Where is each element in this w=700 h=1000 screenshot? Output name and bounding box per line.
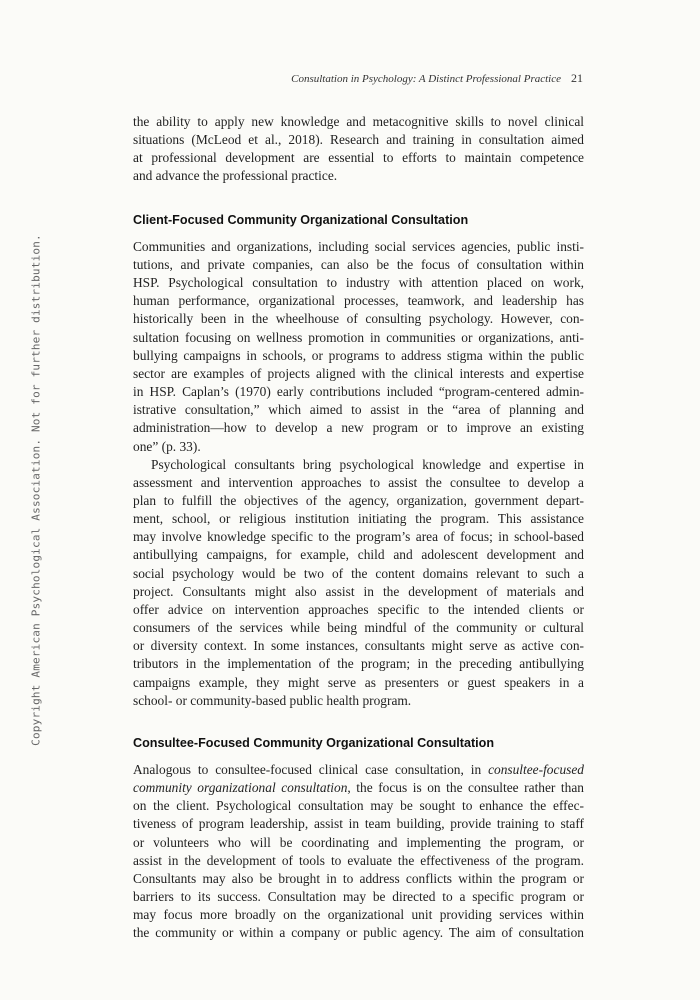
text-run: Analogous to consultee-focused clinical case consultation, in xyxy=(133,762,489,777)
text-line: tutions, and private companies, can also be the focus of consultation within xyxy=(133,256,584,272)
text-line: sector are examples of projects aligned with the clinical interests and expertise xyxy=(133,365,584,381)
copyright-notice-text: Copyright American Psychological Association. Not for further distribution. xyxy=(29,234,43,746)
page-number: 21 xyxy=(571,71,583,85)
text-line: human performance, organizational processes, teamwork, and leadership has xyxy=(133,293,584,309)
text-line: or volunteers who will be coordinating and implementing the program, or xyxy=(133,834,584,850)
text-line: bullying campaigns in schools, or programs to address stigma within the public xyxy=(133,347,584,363)
text-line: one” (p. 33). xyxy=(133,438,201,454)
text-line xyxy=(133,779,584,797)
text-line: at professional development are essential to efforts to maintain competence xyxy=(133,150,584,166)
text-line: tributors in the implementation of the program; in the preceding antibullying xyxy=(133,656,584,672)
text-line: ment, school, or religious institution initiating the program. This assistance xyxy=(133,511,584,527)
text-line: on the client. Psychological consultation may be sought to enhance the effec- xyxy=(133,798,584,814)
text-line: Communities and organizations, including social services agencies, public insti- xyxy=(133,238,584,254)
text-line: social psychology would be two of the content domains relevant to such a xyxy=(133,565,584,581)
section-heading-consultee-focused: Consultee-Focused Community Organizational Consultation xyxy=(133,735,495,750)
text-line: may involve knowledge specific to the program’s area of focus; in school-based xyxy=(133,529,584,545)
text-line: situations (McLeod et al., 2018). Research and training in consultation aimed xyxy=(133,132,584,148)
text-line: historically been in the wheelhouse of consulting psychology. However, con- xyxy=(133,311,584,327)
text-line: sultation focusing on wellness promotion in communities or organizations, anti- xyxy=(133,329,584,345)
section1-paragraph1 xyxy=(133,238,584,456)
text-line: assist in the development of tools to evaluate the effectiveness of the program. xyxy=(133,852,584,868)
text-line: tiveness of program leadership, assist in team building, provide training to staff xyxy=(133,816,584,832)
text-line: Consultants may also be brought in to address conflicts within the program or xyxy=(133,870,584,886)
text-line: plan to fulfill the objectives of the agency, organization, government depart- xyxy=(133,492,584,508)
text-line: barriers to its success. Consultation may be directed to a specific program or xyxy=(133,889,584,905)
text-line: Psychological consultants bring psychological knowledge and expertise in xyxy=(151,456,584,472)
text-line: consumers of the services while being mindful of the community or cultural xyxy=(133,620,584,636)
text-line: HSP. Psychological consultation to industry with attention placed on work, xyxy=(133,275,584,291)
text-line: campaigns example, they might serve as presenters or guest speakers in a xyxy=(133,674,584,690)
text-line: the community or within a company or public agency. The aim of consultation xyxy=(133,925,584,941)
section2-paragraph1 xyxy=(133,761,584,943)
text-line: istrative consultation,” which aimed to assist in the “area of planning and xyxy=(133,402,584,418)
text-line: offer advice on intervention approaches specific to the intended clients or xyxy=(133,601,584,617)
running-head-title: Consultation in Psychology: A Distinct Professional Practice xyxy=(291,73,561,85)
intro-paragraph xyxy=(133,113,584,186)
running-head xyxy=(133,71,583,86)
text-line: or diversity context. In some instances, consultants might serve as active con- xyxy=(133,638,584,654)
text-line: school- or community-based public health program. xyxy=(133,692,412,708)
text-line: antibullying campaigns, for example, child and adolescent development and xyxy=(133,547,584,563)
text-line: administration—how to develop a new program or to improve an existing xyxy=(133,420,584,436)
text-line xyxy=(133,761,584,779)
text-line: project. Consultants might also assist in the development of materials and xyxy=(133,583,584,599)
italic-term: community organizational consultation xyxy=(133,780,348,796)
text-line: and advance the professional practice. xyxy=(133,168,338,184)
section-heading-client-focused: Client-Focused Community Organizational Consultation xyxy=(133,212,469,227)
text-line: may focus more broadly on the organizational unit providing services within xyxy=(133,907,584,923)
text-line: in HSP. Caplan’s (1970) early contributions included “program-centered admin- xyxy=(133,384,584,400)
text-line: the ability to apply new knowledge and metacognitive skills to novel clinical xyxy=(133,114,584,129)
page-body xyxy=(133,113,584,943)
text-run: , the focus is on the consultee rather than xyxy=(347,780,584,796)
text-line: assessment and intervention approaches to assist the consultee to develop a xyxy=(133,474,584,490)
section1-paragraph2 xyxy=(133,456,584,710)
italic-term: consultee-focused xyxy=(488,762,584,777)
